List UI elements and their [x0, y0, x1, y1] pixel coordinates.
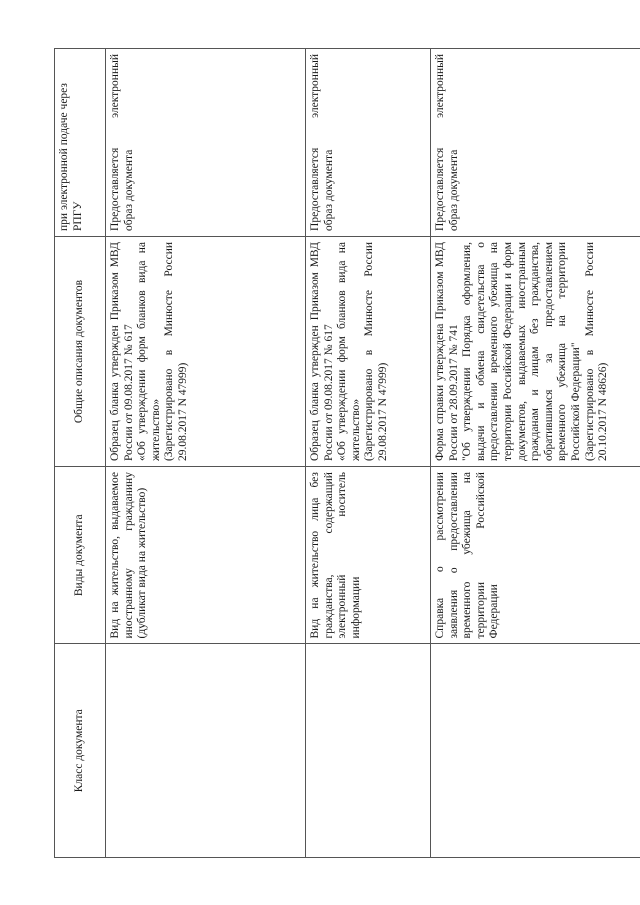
cell-submission-note: Предоставляется электронный образ документа: [106, 49, 306, 237]
cell-document-description: [106, 236, 306, 466]
table-header-row: [55, 49, 106, 858]
description-line: (Зарегистрировано в Минюсте России 29.08.2017 N 47999): [163, 241, 189, 462]
cell-document-kind: Справка о рассмотрении заявления о предоставлении временного убежища на территории Российской Федерации: [431, 467, 640, 644]
rotated-table-container: [54, 48, 610, 858]
documents-table: [54, 48, 640, 858]
description-line: Форма справки утверждена Приказом МВД России от 28.09.2017 № 741: [434, 241, 460, 462]
header-document-kinds: Виды документа: [55, 467, 106, 644]
header-document-class: Класс документа: [55, 644, 106, 858]
header-electronic-submission: при электронной подаче через РПГУ: [55, 49, 106, 237]
table-row: [306, 49, 431, 858]
cell-submission-note: Предоставляется электронный образ документа: [306, 49, 431, 237]
description-line: (Зарегистрировано в Минюсте России 29.08.2017 N 47999): [363, 241, 389, 462]
cell-document-kind: Вид на жительство, выдаваемое иностранному гражданину (дубликат вида на жительство): [106, 467, 306, 644]
table-row: [431, 49, 640, 858]
cell-document-description: [306, 236, 431, 466]
cell-document-class: [431, 644, 640, 858]
description-line: «Об утверждении форм бланков вида на жительство»: [336, 241, 362, 462]
description-line: (Зарегистрировано в Минюсте России 20.10.2017 N 48626): [583, 241, 610, 462]
cell-document-description: [431, 236, 640, 466]
table-row: [106, 49, 306, 858]
description-line: «Об утверждении форм бланков вида на жительство»: [136, 241, 162, 462]
description-line: Образец бланка утвержден Приказом МВД России от 09.08.2017 № 617: [309, 241, 335, 462]
description-line: Образец бланка утвержден Приказом МВД России от 09.08.2017 № 617: [109, 241, 135, 462]
cell-document-class: [306, 644, 431, 858]
description-line: "Об утверждении Порядка оформления, выдачи и обмена свидетельства о предоставлении временного убежища на территории Российской Федерации и форм документов, выдаваемых иностранным гражданам и лицам без гражданства, обратившимся за предоставлением временного убежища на территории Российской Федерации": [461, 241, 582, 462]
cell-document-class: [106, 644, 306, 858]
cell-document-kind: Вид на жительство лица без гражданства, содержащий электронный носитель информации: [306, 467, 431, 644]
header-general-description: Общие описания документов: [55, 236, 106, 466]
cell-submission-note: Предоставляется электронный образ документа: [431, 49, 640, 237]
